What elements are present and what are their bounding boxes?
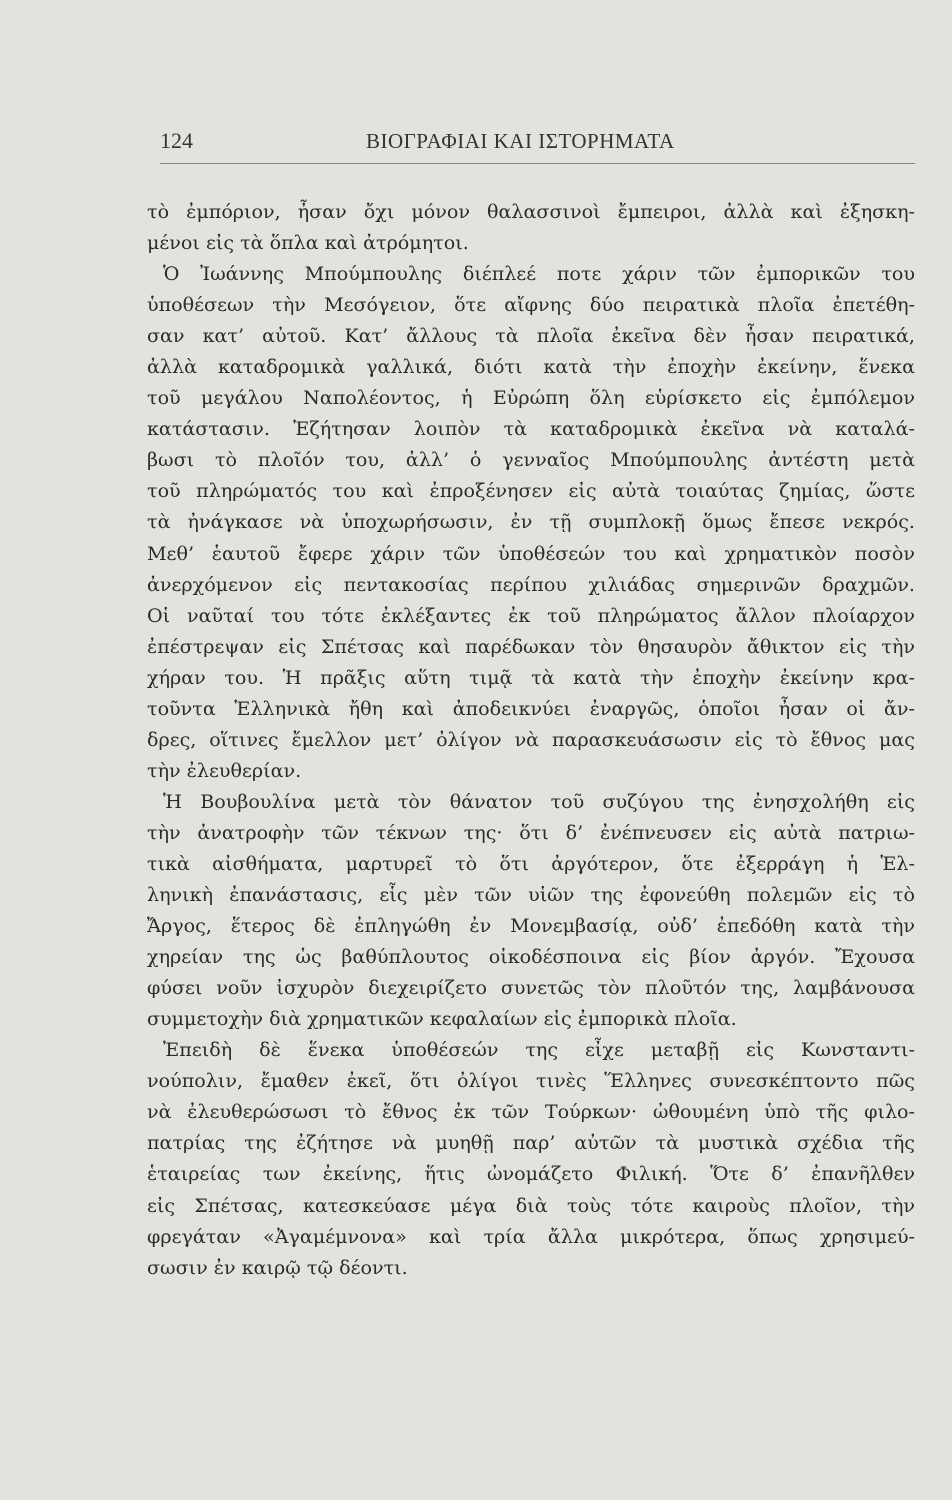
text-line: τὴν ἀνατροφὴν τῶν τέκνων της· ὅτι δ’ ἐνέπνευσεν εἰς αὐτὰ πατριω- (147, 820, 915, 844)
text-line: συμμετοχὴν διὰ χρηματικῶν κεφαλαίων εἰς ἐμπορικὰ πλοῖα. (147, 1007, 737, 1031)
paragraph (147, 786, 915, 1034)
text-line: ἐπέστρεψαν εἰς Σπέτσας καὶ παρέδωκαν τὸν θησαυρὸν ἄθικτον εἰς τὴν (147, 634, 915, 658)
text-line: Ὁ Ἰωάννης Μπούμπουλης διέπλεέ ποτε χάριν τῶν ἐμπορικῶν του (163, 262, 915, 286)
text-line: φύσει νοῦν ἰσχυρὸν διεχειρίζετο συνετῶς τὸν πλοῦτόν της, λαμβάνουσα (147, 976, 915, 1000)
page-header (160, 128, 915, 164)
text-line: τικὰ αἰσθήματα, μαρτυρεῖ τὸ ὅτι ἀργότερον, ὅτε ἐξερράγη ἡ Ἑλ- (147, 851, 915, 875)
text-line: τοῦντα Ἑλληνικὰ ἤθη καὶ ἀποδεικνύει ἐναργῶς, ὁποῖοι ἦσαν οἱ ἄν- (147, 696, 915, 720)
text-line: πατρίας της ἐζήτησε νὰ μυηθῇ παρ’ αὐτῶν τὰ μυστικὰ σχέδια τῆς (147, 1131, 915, 1155)
text-line: τοῦ πληρώματός του καὶ ἐπροξένησεν εἰς αὐτὰ τοιαύτας ζημίας, ὥστε (147, 479, 915, 503)
text-line: Ἐπειδὴ δὲ ἕνεκα ὑποθέσεών της εἶχε μεταβῇ εἰς Κωνσταντι- (163, 1038, 915, 1062)
paragraph (147, 1034, 915, 1282)
text-line: ἑταιρείας των ἐκείνης, ἥτις ὠνομάζετο Φιλική. Ὅτε δ’ ἐπανῆλθεν (147, 1162, 915, 1186)
running-title: ΒΙΟΓΡΑΦΙΑΙ ΚΑΙ ΙΣΤΟΡΗΜΑΤΑ (366, 129, 675, 153)
text-line: ἀνερχόμενον εἰς πεντακοσίας περίπου χιλιάδας σημερινῶν δραχμῶν. (147, 572, 915, 596)
text-line: κατάστασιν. Ἐζήτησαν λοιπὸν τὰ καταδρομικὰ ἐκεῖνα νὰ καταλά- (147, 417, 915, 441)
paragraph (147, 196, 915, 258)
text-line: δρες, οἵτινες ἔμελλον μετ’ ὀλίγον νὰ παρασκευάσωσιν εἰς τὸ ἔθνος μας (147, 727, 915, 751)
text-line: Ἡ Βουβουλίνα μετὰ τὸν θάνατον τοῦ συζύγου της ἐνησχολήθη εἰς (163, 789, 915, 813)
header-rule (160, 163, 915, 164)
text-line: νὰ ἐλευθερώσωσι τὸ ἔθνος ἐκ τῶν Τούρκων· ὠθουμένη ὑπὸ τῆς φιλο- (147, 1100, 915, 1124)
text-line: τὰ ἠνάγκασε νὰ ὑποχωρήσωσιν, ἐν τῇ συμπλοκῇ ὅμως ἔπεσε νεκρός. (147, 510, 915, 534)
text-line: ἀλλὰ καταδρομικὰ γαλλικά, διότι κατὰ τὴν ἐποχὴν ἐκείνην, ἕνεκα (147, 355, 915, 379)
text-line: χηρείαν της ὡς βαθύπλουτος οἰκοδέσποινα εἰς βίον ἀργόν. Ἔχουσα (147, 945, 915, 969)
text-line: χήραν του. Ἡ πρᾶξις αὕτη τιμᾷ τὰ κατὰ τὴν ἐποχὴν ἐκείνην κρα- (147, 665, 915, 689)
text-line: σαν κατ’ αὐτοῦ. Κατ’ ἄλλους τὰ πλοῖα ἐκεῖνα δὲν ἦσαν πειρατικά, (147, 324, 915, 348)
text-line: ὑποθέσεων τὴν Μεσόγειον, ὅτε αἴφνης δύο πειρατικὰ πλοῖα ἐπετέθη- (147, 293, 915, 317)
text-line: ληνικὴ ἐπανάστασις, εἷς μὲν τῶν υἱῶν της ἐφονεύθη πολεμῶν εἰς τὸ (147, 883, 915, 907)
text-line: Μεθ’ ἑαυτοῦ ἔφερε χάριν τῶν ὑποθέσεών του καὶ χρηματικὸν ποσὸν (147, 541, 915, 565)
page-number: 124 (160, 128, 193, 153)
text-line: εἰς Σπέτσας, κατεσκεύασε μέγα διὰ τοὺς τότε καιροὺς πλοῖον, τὴν (147, 1193, 915, 1217)
text-line: τοῦ μεγάλου Ναπολέοντος, ἡ Εὐρώπη ὅλη εὑρίσκετο εἰς ἐμπόλεμον (147, 386, 915, 410)
text-line: τὴν ἐλευθερίαν. (147, 758, 302, 782)
text-line: σωσιν ἐν καιρῷ τῷ δέοντι. (147, 1255, 408, 1279)
text-line: μένοι εἰς τὰ ὅπλα καὶ ἀτρόμητοι. (147, 231, 469, 255)
text-line: τὸ ἐμπόριον, ἦσαν ὄχι μόνον θαλασσινοὶ ἔμπειροι, ἀλλὰ καὶ ἐξησκη- (147, 200, 915, 223)
body-text (147, 196, 915, 1283)
text-line: Ἄργος, ἕτερος δὲ ἐπληγώθη ἐν Μονεμβασίᾳ, οὐδ’ ἐπεδόθη κατὰ τὴν (147, 914, 915, 938)
text-line: Οἱ ναῦταί του τότε ἐκλέξαντες ἐκ τοῦ πληρώματος ἄλλον πλοίαρχον (147, 603, 915, 627)
text-line: βωσι τὸ πλοῖόν του, ἀλλ’ ὁ γενναῖος Μπούμπουλης ἀντέστη μετὰ (147, 448, 915, 472)
text-line: νούπολιν, ἔμαθεν ἐκεῖ, ὅτι ὀλίγοι τινὲς Ἕλληνες συνεσκέπτοντο πῶς (147, 1069, 915, 1093)
paragraph (147, 258, 915, 786)
text-line: φρεγάταν «Ἀγαμέμνονα» καὶ τρία ἄλλα μικρότερα, ὅπως χρησιμεύ- (147, 1224, 915, 1248)
